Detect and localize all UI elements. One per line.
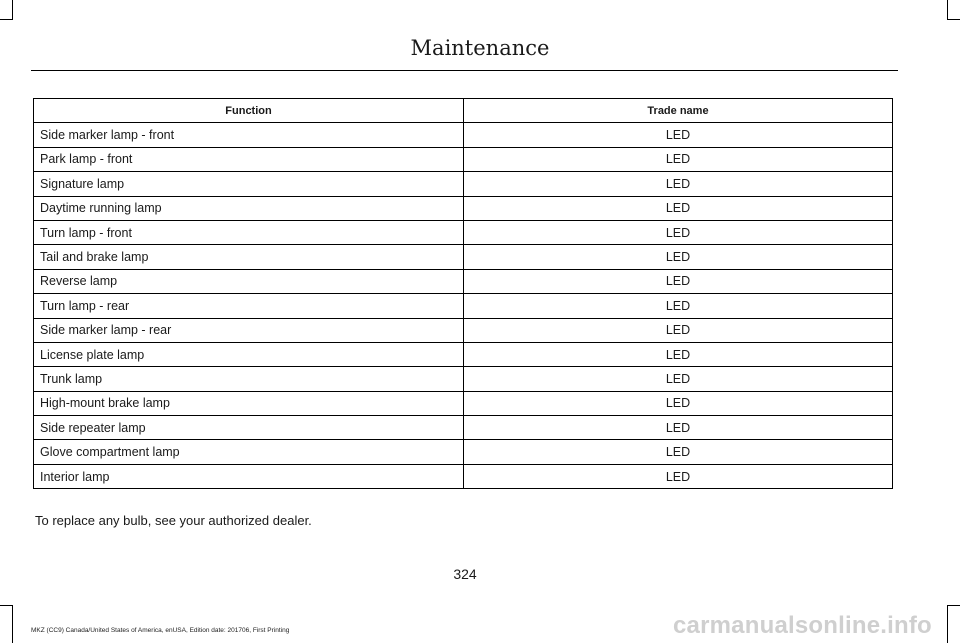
function-cell: Turn lamp - rear <box>34 294 464 318</box>
table-row <box>34 464 893 488</box>
crop-mark <box>947 0 948 20</box>
table-row <box>34 416 893 440</box>
crop-mark <box>947 605 948 643</box>
function-cell: Trunk lamp <box>34 367 464 391</box>
bulb-table <box>33 98 893 489</box>
function-cell: Turn lamp - front <box>34 220 464 244</box>
table-row <box>34 245 893 269</box>
crop-mark <box>0 605 13 606</box>
trade-name-cell: LED <box>464 269 893 293</box>
trade-name-cell: LED <box>464 196 893 220</box>
crop-mark <box>947 605 960 606</box>
table-row <box>34 294 893 318</box>
table-row <box>34 172 893 196</box>
function-cell: Side repeater lamp <box>34 416 464 440</box>
watermark[interactable]: carmanualsonline.info <box>673 612 932 639</box>
trade-name-cell: LED <box>464 464 893 488</box>
function-cell: Park lamp - front <box>34 147 464 171</box>
function-cell: Glove compartment lamp <box>34 440 464 464</box>
table-row <box>34 342 893 366</box>
crop-mark <box>0 19 13 20</box>
trade-name-cell: LED <box>464 245 893 269</box>
trade-name-cell: LED <box>464 123 893 147</box>
trade-name-cell: LED <box>464 440 893 464</box>
crop-mark <box>12 0 13 20</box>
table-row <box>34 220 893 244</box>
table-row <box>34 196 893 220</box>
function-cell: License plate lamp <box>34 342 464 366</box>
header-rule <box>31 70 898 71</box>
trade-name-cell: LED <box>464 367 893 391</box>
trade-name-cell: LED <box>464 416 893 440</box>
edition-footer: MKZ (CC9) Canada/United States of America, enUSA, Edition date: 201706, First Printing <box>31 627 290 634</box>
function-cell: Interior lamp <box>34 464 464 488</box>
table-row <box>34 318 893 342</box>
trade-name-cell: LED <box>464 391 893 415</box>
function-cell: High-mount brake lamp <box>34 391 464 415</box>
table-row <box>34 123 893 147</box>
page-number: 324 <box>453 566 477 582</box>
table-row <box>34 391 893 415</box>
function-cell: Tail and brake lamp <box>34 245 464 269</box>
trade-name-cell: LED <box>464 294 893 318</box>
crop-mark <box>947 19 960 20</box>
column-header-trade-name: Trade name <box>464 99 893 123</box>
function-cell: Signature lamp <box>34 172 464 196</box>
trade-name-cell: LED <box>464 342 893 366</box>
crop-mark <box>12 605 13 643</box>
function-cell: Daytime running lamp <box>34 196 464 220</box>
trade-name-cell: LED <box>464 147 893 171</box>
table-header-row <box>34 99 893 123</box>
table-row <box>34 440 893 464</box>
function-cell: Reverse lamp <box>34 269 464 293</box>
trade-name-cell: LED <box>464 172 893 196</box>
table-row <box>34 147 893 171</box>
column-header-function: Function <box>34 99 464 123</box>
trade-name-cell: LED <box>464 318 893 342</box>
trade-name-cell: LED <box>464 220 893 244</box>
function-cell: Side marker lamp - front <box>34 123 464 147</box>
function-cell: Side marker lamp - rear <box>34 318 464 342</box>
table-row <box>34 269 893 293</box>
table-row <box>34 367 893 391</box>
page-title: Maintenance <box>410 36 550 60</box>
replacement-note: To replace any bulb, see your authorized dealer. <box>35 513 312 528</box>
